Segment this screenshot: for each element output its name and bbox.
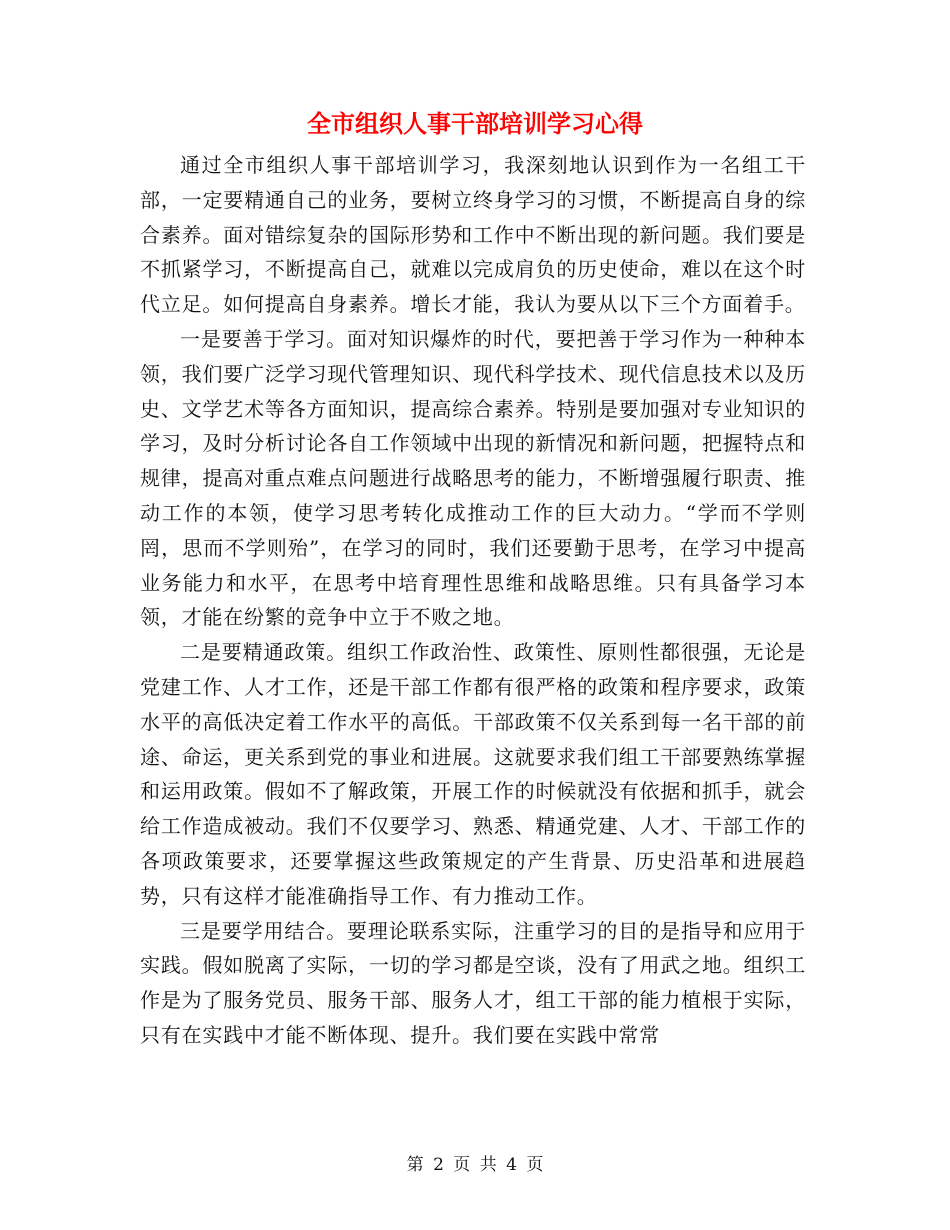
- document-body: [140, 148, 806, 1053]
- paragraph-point-one: 一是要善于学习。面对知识爆炸的时代，要把善于学习作为一种种本领，我们要广泛学习现代管理知识、现代科学技术、现代信息技术以及历史、文学艺术等各方面知识，提高综合素养。特别是要加强对专业知识的学习，及时分析讨论各自工作领域中出现的新情况和新问题，把握特点和规律，提高对重点难点问题进行战略思考的能力，不断增强履行职责、推动工作的本领，使学习思考转化成推动工作的巨大动力。“学而不学则罔，思而不学则殆”，在学习的同时，我们还要勤于思考，在学习中提高业务能力和水平，在思考中培育理性思维和战略思维。只有具备学习本领，才能在纷繁的竞争中立于不败之地。: [140, 326, 806, 630]
- page-number-footer: 第 2 页 共 4 页: [406, 1155, 544, 1175]
- paragraph-point-two: 二是要精通政策。组织工作政治性、政策性、原则性都很强，无论是党建工作、人才工作，还是干部工作都有很严格的政策和程序要求，政策水平的高低决定着工作水平的高低。干部政策不仅关系到每一名干部的前途、命运，更关系到党的事业和进展。这就要求我们组工干部要熟练掌握和运用政策。假如不了解政策，开展工作的时候就没有依据和抓手，就会给工作造成被动。我们不仅要学习、熟悉、精通党建、人才、干部工作的各项政策要求，还要掌握这些政策规定的产生背景、历史沿革和进展趋势，只有这样才能准确指导工作、有力推动工作。: [140, 640, 806, 908]
- paragraph-intro: 通过全市组织人事干部培训学习，我深刻地认识到作为一名组工干部，一定要精通自己的业务，要树立终身学习的习惯，不断提高自身的综合素养。面对错综复杂的国际形势和工作中不断出现的新问题。我们要是不抓紧学习，不断提高自己，就难以完成肩负的历史使命，难以在这个时代立足。如何提高自身素养。增长才能，我认为要从以下三个方面着手。: [140, 153, 806, 317]
- paragraph-point-three: 三是要学用结合。要理论联系实际，注重学习的目的是指导和应用于实践。假如脱离了实际，一切的学习都是空谈，没有了用武之地。组织工作是为了服务党员、服务干部、服务人才，组工干部的能力植根于实际，只有在实践中才能不断体现、提升。我们要在实践中常常: [140, 918, 806, 1047]
- document-title: 全市组织人事干部培训学习心得: [307, 109, 643, 138]
